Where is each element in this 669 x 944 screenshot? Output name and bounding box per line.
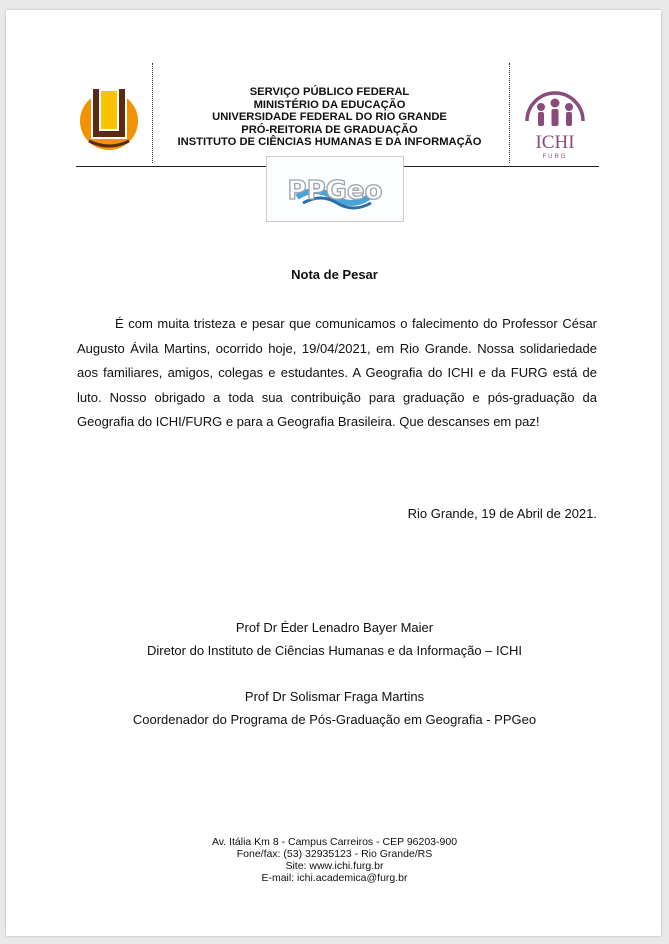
ppgeo-logo — [266, 156, 404, 222]
ichi-logo-text: ICHI — [535, 132, 575, 153]
letterhead — [76, 63, 599, 167]
signature-role: Diretor do Instituto de Ciências Humanas e da Informação – ICHI — [146, 643, 522, 658]
document-title: Nota de Pesar — [291, 267, 378, 282]
ppgeo-logo-text: PPGeo — [287, 176, 383, 206]
furg-logo-icon — [79, 85, 139, 151]
header-line: SERVIÇO PÚBLICO FEDERAL — [249, 86, 410, 98]
signature-name: Prof Dr Éder Lenadro Bayer Maier — [235, 620, 434, 635]
document-date: Rio Grande, 19 de Abril de 2021. — [407, 506, 597, 521]
footer-phone: Fone/fax: (53) 32935123 - Rio Grande/RS — [236, 848, 433, 860]
footer-address: Av. Itália Km 8 - Campus Carreiros - CEP 96203-900 — [211, 836, 458, 848]
signature-name: Prof Dr Solismar Fraga Martins — [244, 689, 425, 704]
ppgeo-logo-icon — [267, 157, 403, 221]
signature-role: Coordenador do Programa de Pós-Graduação em Geografia - PPGeo — [132, 712, 537, 727]
header-line: MINISTÉRIO DA EDUCAÇÃO — [253, 98, 406, 111]
header-line: PRÓ-REITORIA DE GRADUAÇÃO — [241, 123, 418, 136]
header-line: UNIVERSIDADE FEDERAL DO RIO GRANDE — [212, 111, 447, 123]
ichi-logo-icon — [523, 85, 587, 161]
footer-site: Site: www.ichi.furg.br — [285, 860, 384, 872]
institution-header — [154, 86, 505, 149]
header-divider-right — [509, 63, 510, 163]
footer-email: E-mail: ichi.academica@furg.br — [261, 872, 408, 884]
header-divider-left — [152, 63, 153, 163]
footer-contact — [0, 836, 669, 884]
header-line: INSTITUTO DE CIÊNCIAS HUMANAS E DA INFORMAÇÃO — [177, 136, 482, 148]
ichi-logo-subtext: FURG — [542, 154, 568, 160]
document-body: É com muita tristeza e pesar que comunicamos o falecimento do Professor César Augusto Ávila Martins, ocorrido hoje, 19/04/2021, em Rio Grande. Nossa solidariedade aos familiares, amigos, colegas e estudantes. A Geografia do ICHI e da FURG está de luto. Nosso obrigado a toda sua contribuição para graduação e pós-graduação da Geografia do ICHI/FURG e para a Geografia Brasileira. Que descanses em paz! — [77, 316, 597, 429]
